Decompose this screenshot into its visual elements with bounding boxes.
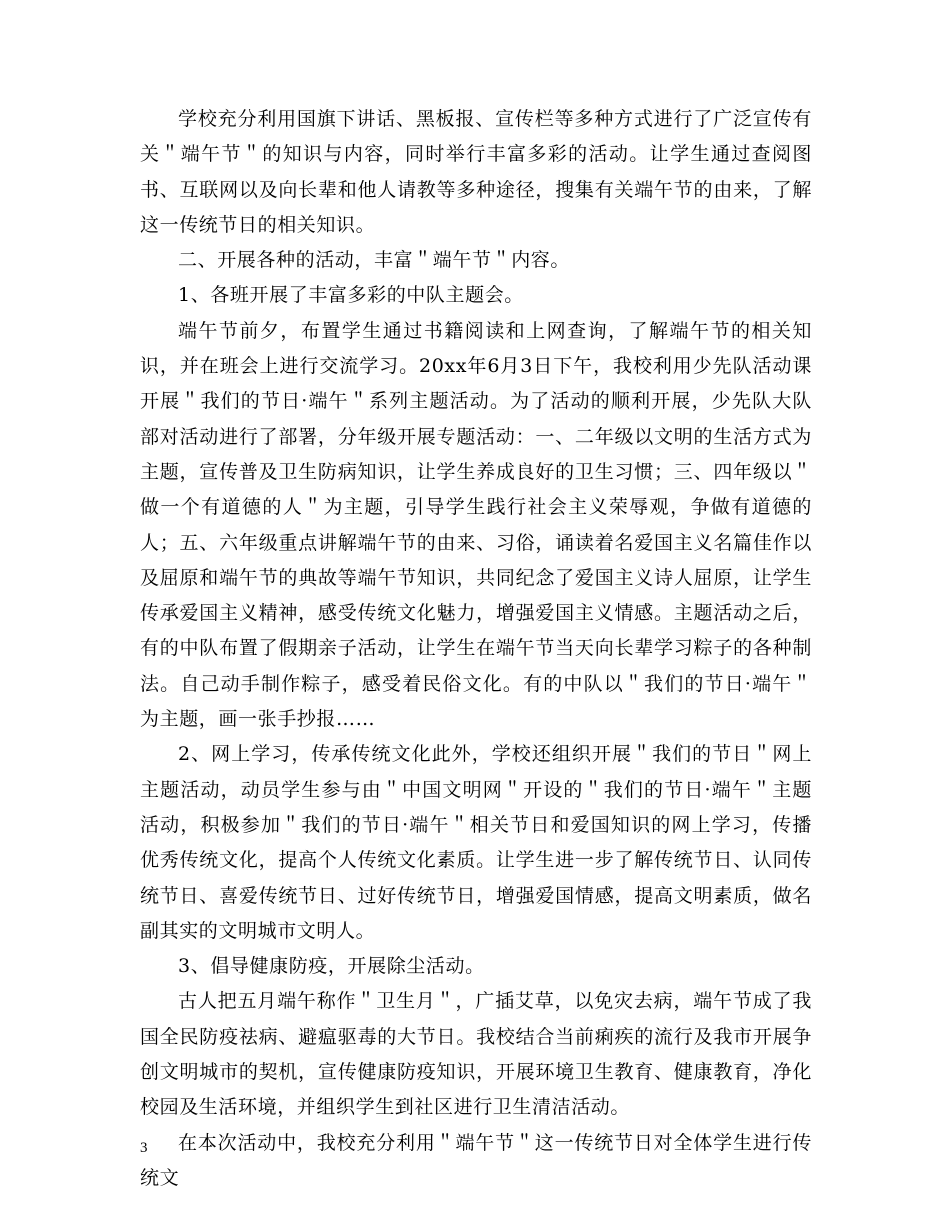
paragraph-publicity: 学校充分利用国旗下讲话、黑板报、宣传栏等多种方式进行了广泛宣传有关＂端午节＂的知识与内容，同时举行丰富多彩的活动。让学生通过查阅图书、互联网以及向长辈和他人请教等多种途径，搜集有关端午节的由来，了解这一传统节日的相关知识。 [140, 108, 812, 236]
paragraph-item-1: 1、各班开展了丰富多彩的中队主题会。 [178, 284, 524, 307]
page-number: 3 [140, 1140, 148, 1156]
paragraph-heading-activities: 二、开展各种的活动，丰富＂端午节＂内容。 [178, 249, 571, 272]
paragraph-health-month: 古人把五月端午称作＂卫生月＂，广插艾草，以免灾去病，端午节成了我国全民防疫祛病、避瘟驱毒的大节日。我校结合当前痢疾的流行及我市开展争创文明城市的契机，宣传健康防疫知识，开展环境卫生教育、健康教育，净化校园及生活环境，并组织学生到社区进行卫生清洁活动。 [140, 990, 812, 1119]
document-body [140, 102, 812, 1196]
paragraph-theme-activities: 端午节前夕，布置学生通过书籍阅读和上网查询，了解端午节的相关知识，并在班会上进行交流学习。20xx年6月3日下午，我校利用少先队活动课开展＂我们的节日·端午＂系列主题活动。为了活动的顺利开展，少先队大队部对活动进行了部署，分年级开展专题活动：一、二年级以文明的生活方式为主题，宣传普及卫生防病知识，让学生养成良好的卫生习惯；三、四年级以＂做一个有道德的人＂为主题，引导学生践行社会主义荣辱观，争做有道德的人；五、六年级重点讲解端午节的由来、习俗，诵读着名爱国主义名篇佳作以及屈原和端午节的典故等端午节知识，共同纪念了爱国主义诗人屈原，让学生传承爱国主义精神，感受传统文化魅力，增强爱国主义情感。主题活动之后，有的中队布置了假期亲子活动，让学生在端午节当天向长辈学习粽子的各种制法。自己动手制作粽子，感受着民俗文化。有的中队以＂我们的节日·端午＂为主题，画一张手抄报…… [140, 319, 812, 731]
paragraph-item-2-online: 2、网上学习，传承传统文化此外，学校还组织开展＂我们的节日＂网上主题活动，动员学生参与由＂中国文明网＂开设的＂我们的节日·端午＂主题活动，积极参加＂我们的节日·端午＂相关节日和爱国知识的网上学习，传播优秀传统文化，提高个人传统文化素质。让学生进一步了解传统节日、认同传统节日、喜爱传统节日、过好传统节日，增强爱国情感，提高文明素质，做名副其实的文明城市文明人。 [140, 743, 812, 942]
paragraph-summary: 在本次活动中，我校充分利用＂端午节＂这一传统节日对全体学生进行传统文 [140, 1131, 812, 1189]
paragraph-item-3: 3、倡导健康防疫，开展除尘活动。 [178, 955, 485, 978]
